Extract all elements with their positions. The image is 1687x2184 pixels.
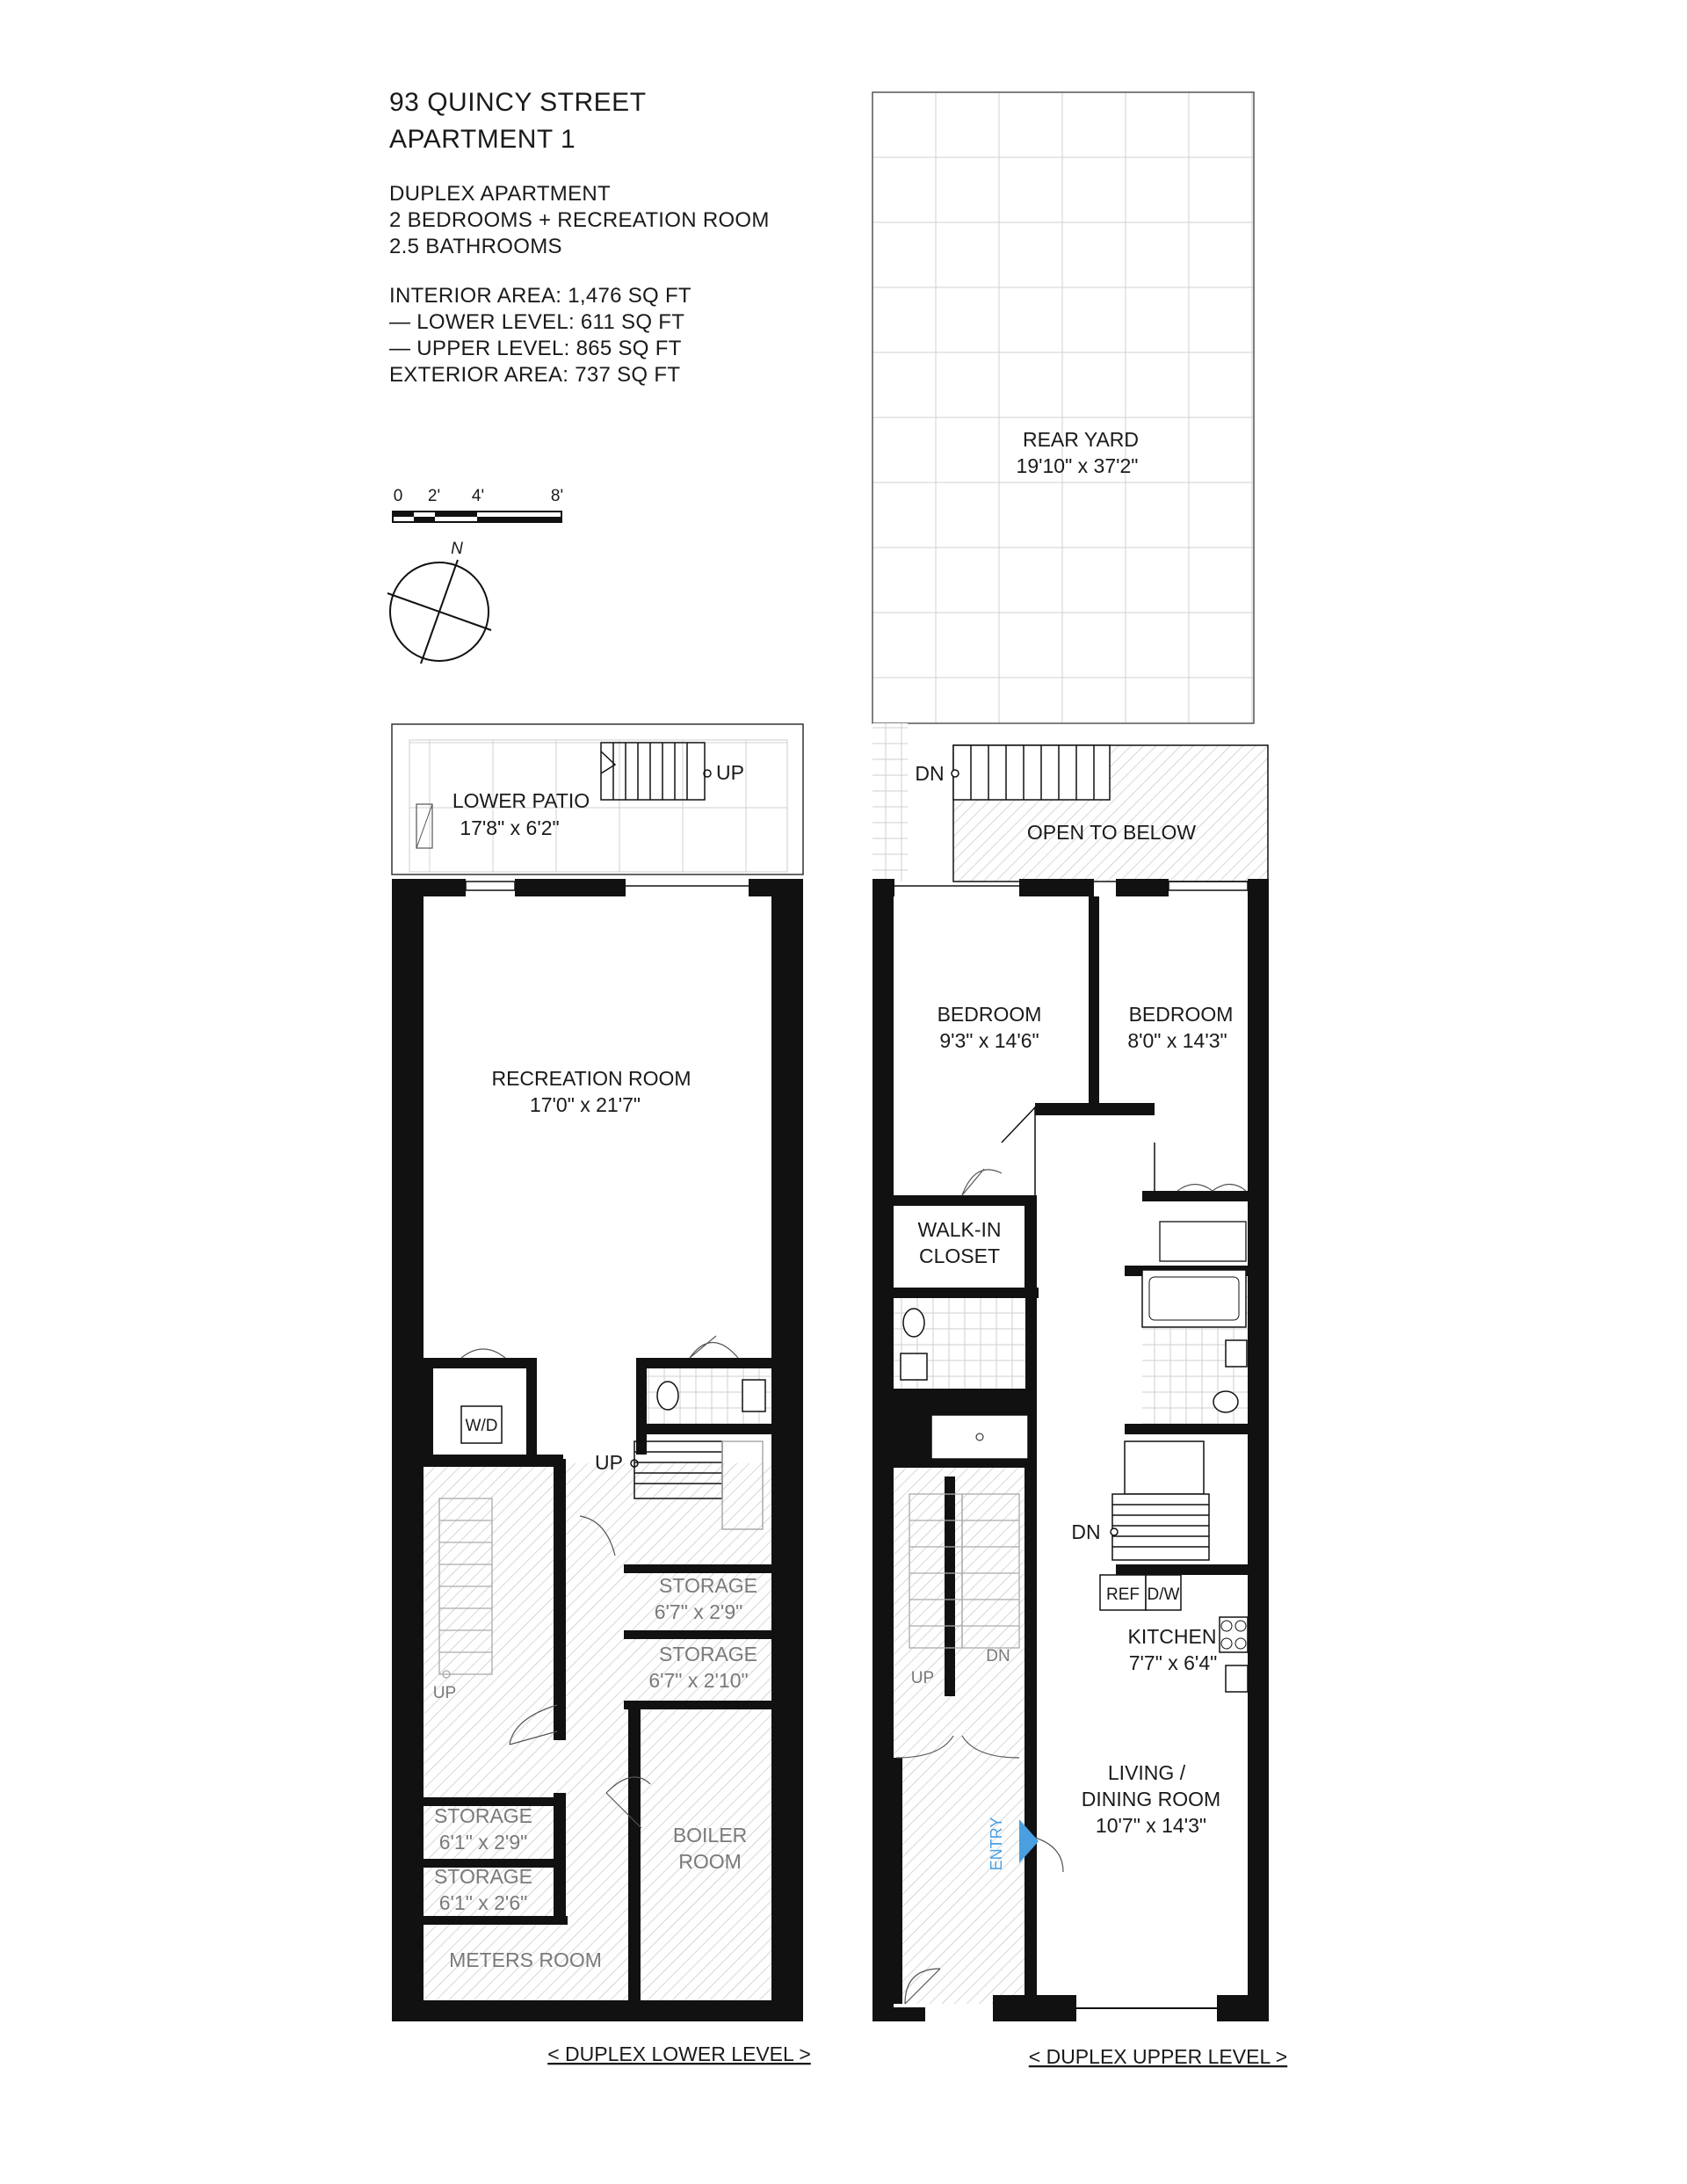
sink-icon xyxy=(742,1380,765,1411)
upper-level-caption: < DUPLEX UPPER LEVEL > xyxy=(1028,2045,1288,2068)
boiler-room-line2: ROOM xyxy=(678,1850,742,1873)
recreation-room-name: RECREATION ROOM xyxy=(491,1067,691,1090)
stove-icon xyxy=(1220,1617,1248,1652)
lower-level-area: — LOWER LEVEL: 611 SQ FT xyxy=(389,310,685,334)
storage-1-name: STORAGE xyxy=(658,1574,758,1597)
compass-north-label: N xyxy=(451,540,463,558)
recreation-room-dims: 17'0" x 21'7" xyxy=(529,1093,641,1116)
open-to-below-label: OPEN TO BELOW xyxy=(1026,821,1197,844)
living-room-line2: DINING ROOM xyxy=(1081,1788,1221,1810)
stair-up-label-2: UP xyxy=(432,1684,457,1702)
bathroom-count: 2.5 BATHROOMS xyxy=(389,235,562,258)
scale-tick-4: 4' xyxy=(471,487,485,505)
upper-level-plan xyxy=(872,92,1287,2068)
stair-up-label-1: UP xyxy=(595,1451,623,1474)
bedroom-2-name: BEDROOM xyxy=(1128,1003,1234,1026)
lower-west-wall xyxy=(392,879,424,2021)
linen-closet xyxy=(1160,1222,1246,1261)
entry-label: ENTRY xyxy=(988,1817,1005,1871)
storage-2-dims: 6'7" x 2'10" xyxy=(648,1669,749,1692)
bedroom-1-dims: 9'3" x 14'6" xyxy=(939,1029,1039,1052)
deck-dn-label: DN xyxy=(915,762,945,785)
scale-tick-2: 2' xyxy=(427,487,441,505)
boiler-room-line1: BOILER xyxy=(672,1824,748,1847)
shower-icon xyxy=(931,1415,1028,1459)
upper-east-wall xyxy=(1248,879,1269,2021)
deck-stair xyxy=(952,745,1110,800)
scale-tick-0: 0 xyxy=(393,487,403,505)
north-compass xyxy=(387,540,491,664)
storage-2-name: STORAGE xyxy=(658,1643,758,1665)
walk-in-closet-line1: WALK-IN xyxy=(917,1218,1002,1241)
refrigerator-label: REF xyxy=(1106,1585,1140,1604)
walk-in-closet-line2: CLOSET xyxy=(918,1244,1001,1267)
storage-3-name: STORAGE xyxy=(433,1804,533,1827)
kitchen-dims: 7'7" x 6'4" xyxy=(1128,1651,1218,1674)
upper-west-wall xyxy=(872,879,894,2021)
dishwasher-label: D/W xyxy=(1147,1585,1180,1604)
toilet-icon xyxy=(657,1382,678,1410)
toilet-icon-upper-1 xyxy=(903,1309,924,1337)
storage-4-name: STORAGE xyxy=(433,1865,533,1888)
lower-south-wall xyxy=(392,2000,803,2021)
upper-stair-down xyxy=(1111,1441,1209,1560)
patio-up-label: UP xyxy=(716,761,744,784)
toilet-icon-upper-2 xyxy=(1213,1391,1238,1412)
hall-dn-label: DN xyxy=(986,1647,1010,1665)
storage-1-dims: 6'7" x 2'9" xyxy=(654,1600,743,1623)
bathtub-icon xyxy=(1142,1270,1246,1327)
living-room-line1: LIVING / xyxy=(1107,1761,1186,1784)
patio-dims: 17'8" x 6'2" xyxy=(460,816,560,839)
rear-yard-area xyxy=(872,92,1254,723)
upper-level-area: — UPPER LEVEL: 865 SQ FT xyxy=(389,337,682,360)
bedroom-1-name: BEDROOM xyxy=(937,1003,1042,1026)
sink-icon-upper-1 xyxy=(901,1353,927,1380)
scale-bar xyxy=(393,487,563,522)
bedroom-count: 2 BEDROOMS + RECREATION ROOM xyxy=(389,208,770,232)
hall-up-label: UP xyxy=(910,1669,935,1687)
kitchen-sink-icon xyxy=(1226,1665,1248,1692)
washer-dryer-label: W/D xyxy=(465,1417,498,1435)
kitchen-name: KITCHEN xyxy=(1127,1625,1217,1648)
exterior-area: EXTERIOR AREA: 737 SQ FT xyxy=(389,363,681,387)
living-room-dims: 10'7" x 14'3" xyxy=(1095,1814,1207,1837)
storage-4-dims: 6'1" x 2'6" xyxy=(438,1891,528,1914)
apartment-number: APARTMENT 1 xyxy=(389,125,576,154)
sink-icon-upper-2 xyxy=(1226,1340,1247,1367)
apartment-type: DUPLEX APARTMENT xyxy=(389,182,611,206)
bedroom-2-dims: 8'0" x 14'3" xyxy=(1127,1029,1227,1052)
scale-tick-8: 8' xyxy=(550,487,564,505)
address: 93 QUINCY STREET xyxy=(389,88,647,117)
rear-yard-name: REAR YARD xyxy=(1022,428,1140,451)
meters-room-label: METERS ROOM xyxy=(449,1948,602,1971)
rear-yard-dims: 19'10" x 37'2" xyxy=(1016,454,1139,477)
interior-area: INTERIOR AREA: 1,476 SQ FT xyxy=(389,284,691,308)
patio-name: LOWER PATIO xyxy=(452,789,590,812)
lower-level-plan xyxy=(392,724,811,2065)
lower-level-caption: < DUPLEX LOWER LEVEL > xyxy=(547,2043,811,2065)
lower-east-wall xyxy=(771,879,803,2021)
stair-dn-label: DN xyxy=(1071,1520,1101,1543)
storage-3-dims: 6'1" x 2'9" xyxy=(438,1831,528,1854)
